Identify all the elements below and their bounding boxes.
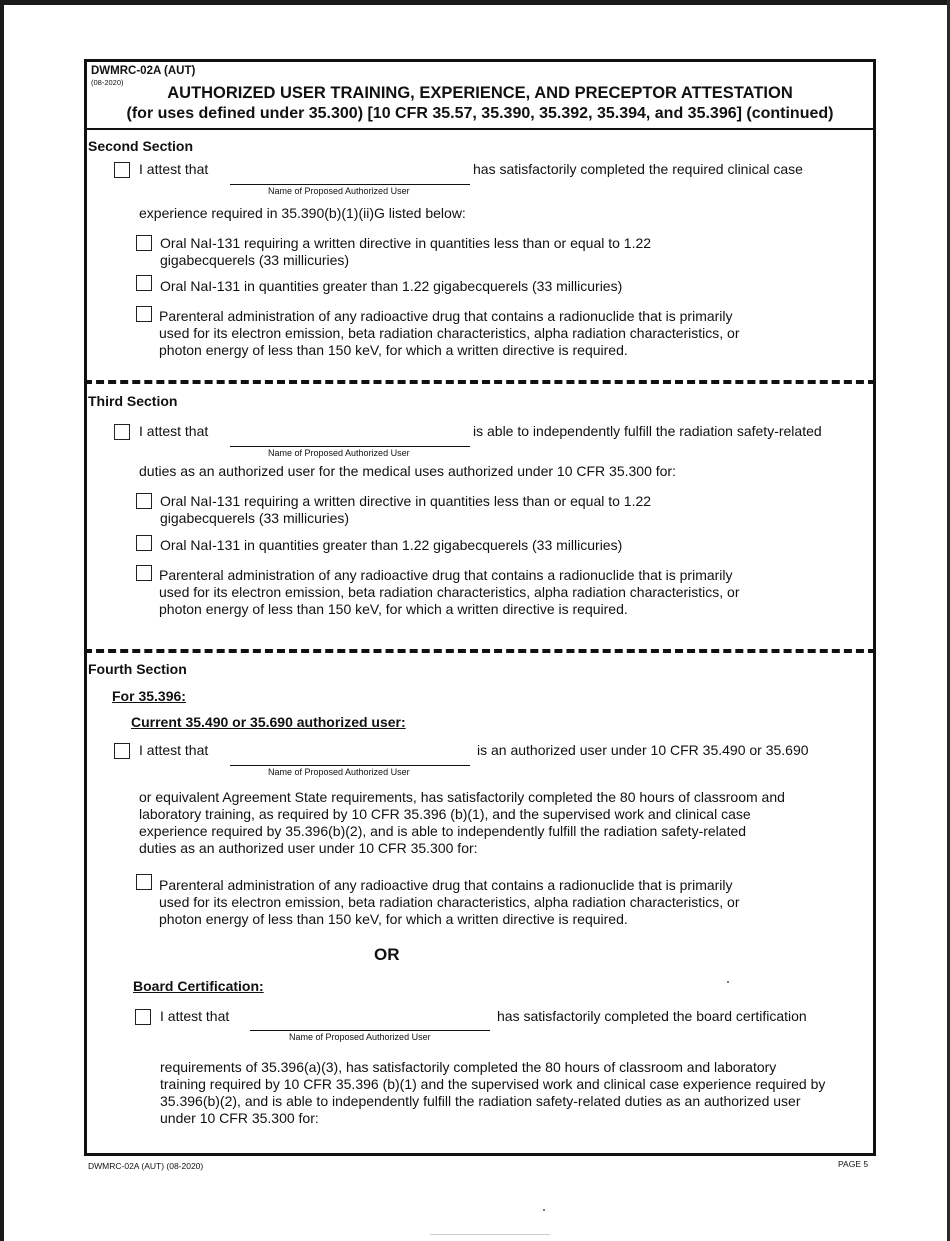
third-section-heading: Third Section <box>88 393 178 409</box>
form-title: AUTHORIZED USER TRAINING, EXPERIENCE, AND PRECEPTOR ATTESTATION <box>167 84 793 102</box>
option-oral-nai-gt-checkbox[interactable] <box>136 535 152 551</box>
option-text: gigabecquerels (33 millicuries) <box>160 252 350 268</box>
for-35-396-subheading: For 35.396: <box>112 688 186 704</box>
name-input-line[interactable] <box>250 1030 490 1031</box>
attest-suffix: has satisfactorily completed the board certification <box>497 1008 807 1024</box>
third-section-attest-checkbox[interactable] <box>114 424 130 440</box>
name-caption: Name of Proposed Authorized User <box>289 1032 431 1042</box>
option-text: photon energy of less than 150 keV, for which a written directive is required. <box>159 601 628 617</box>
current-user-heading: Current 35.490 or 35.690 authorized user: <box>131 714 406 730</box>
attest-suffix: is an authorized user under 10 CFR 35.490 or 35.690 <box>477 742 809 758</box>
footer-page-number: PAGE 5 <box>838 1159 869 1169</box>
option-text: Parenteral administration of any radioactive drug that contains a radionuclide that is primarily <box>159 877 733 893</box>
option-text: used for its electron emission, beta radiation characteristics, alpha radiation characteristics, or <box>159 584 740 600</box>
board-certification-heading: Board Certification: <box>133 978 264 994</box>
option-text: used for its electron emission, beta radiation characteristics, alpha radiation characteristics, or <box>159 325 740 341</box>
attest-prefix: I attest that <box>139 161 209 177</box>
attest-prefix: I attest that <box>139 423 209 439</box>
second-section-attest-checkbox[interactable] <box>114 162 130 178</box>
option-text: Parenteral administration of any radioactive drug that contains a radionuclide that is primarily <box>159 308 733 324</box>
form-subtitle: (for uses defined under 35.300) [10 CFR 35.57, 35.390, 35.392, 35.394, and 35.396] (continued) <box>126 105 834 122</box>
option-oral-nai-le-checkbox[interactable] <box>136 493 152 509</box>
paragraph-line: or equivalent Agreement State requirements, has satisfactorily completed the 80 hours of classroom and <box>139 789 785 805</box>
name-input-line[interactable] <box>230 446 470 447</box>
header-divider <box>84 128 876 130</box>
option-parenteral-checkbox[interactable] <box>136 874 152 890</box>
paragraph-line: requirements of 35.396(a)(3), has satisfactorily completed the 80 hours of classroom and laboratory <box>160 1059 777 1075</box>
continuation-text: duties as an authorized user for the medical uses authorized under 10 CFR 35.300 for: <box>139 463 676 479</box>
second-section-heading: Second Section <box>88 138 194 154</box>
continuation-text: experience required in 35.390(b)(1)(ii)G listed below: <box>139 205 466 221</box>
name-input-line[interactable] <box>230 184 470 185</box>
paragraph-line: 35.396(b)(2), and is able to independently fulfill the radiation safety-related duties as an authorized user <box>160 1093 801 1109</box>
section-divider <box>84 649 876 653</box>
footer-form-ref: DWMRC-02A (AUT) (08-2020) <box>88 1161 204 1171</box>
scan-speck <box>727 981 729 983</box>
option-text: Oral NaI-131 in quantities greater than 1.22 gigabecquerels (33 millicuries) <box>160 537 623 553</box>
option-text: Oral NaI-131 requiring a written directive in quantities less than or equal to 1.22 <box>160 235 652 251</box>
or-separator: OR <box>374 945 400 964</box>
name-caption: Name of Proposed Authorized User <box>268 767 410 777</box>
option-text: gigabecquerels (33 millicuries) <box>160 510 350 526</box>
paragraph-line: laboratory training, as required by 10 CFR 35.396 (b)(1), and the supervised work and clinical case <box>139 806 751 822</box>
scan-speck <box>543 1209 545 1211</box>
attest-prefix: I attest that <box>139 742 209 758</box>
option-text: Oral NaI-131 in quantities greater than 1.22 gigabecquerels (33 millicuries) <box>160 278 623 294</box>
scan-edge-top <box>0 0 950 5</box>
section-divider <box>84 380 876 384</box>
attest-suffix: is able to independently fulfill the radiation safety-related <box>473 423 822 439</box>
scan-artifact-line <box>430 1234 550 1235</box>
option-parenteral-checkbox[interactable] <box>136 306 152 322</box>
option-text: Parenteral administration of any radioactive drug that contains a radionuclide that is primarily <box>159 567 733 583</box>
paragraph-line: under 10 CFR 35.300 for: <box>160 1110 319 1126</box>
name-caption: Name of Proposed Authorized User <box>268 448 410 458</box>
option-oral-nai-le-checkbox[interactable] <box>136 235 152 251</box>
scan-edge-left <box>0 0 4 1241</box>
name-input-line[interactable] <box>230 765 470 766</box>
paragraph-line: training required by 10 CFR 35.396 (b)(1) and the supervised work and clinical case experience required by <box>160 1076 826 1092</box>
form-code: DWMRC-02A (AUT) <box>91 65 196 77</box>
attest-suffix: has satisfactorily completed the required clinical case <box>473 161 803 177</box>
option-text: Oral NaI-131 requiring a written directive in quantities less than or equal to 1.22 <box>160 493 652 509</box>
name-caption: Name of Proposed Authorized User <box>268 186 410 196</box>
paragraph-line: duties as an authorized user under 10 CFR 35.300 for: <box>139 840 478 856</box>
form-date: (08-2020) <box>91 78 124 87</box>
paragraph-line: experience required by 35.396(b)(2), and is able to independently fulfill the radiation safety-related <box>139 823 747 839</box>
option-parenteral-checkbox[interactable] <box>136 565 152 581</box>
option-text: used for its electron emission, beta radiation characteristics, alpha radiation characteristics, or <box>159 894 740 910</box>
board-attest-checkbox[interactable] <box>135 1009 151 1025</box>
fourth-section-heading: Fourth Section <box>88 661 187 677</box>
option-oral-nai-gt-checkbox[interactable] <box>136 275 152 291</box>
option-text: photon energy of less than 150 keV, for which a written directive is required. <box>159 342 628 358</box>
option-text: photon energy of less than 150 keV, for which a written directive is required. <box>159 911 628 927</box>
attest-prefix: I attest that <box>160 1008 230 1024</box>
fourth-section-attest-checkbox[interactable] <box>114 743 130 759</box>
